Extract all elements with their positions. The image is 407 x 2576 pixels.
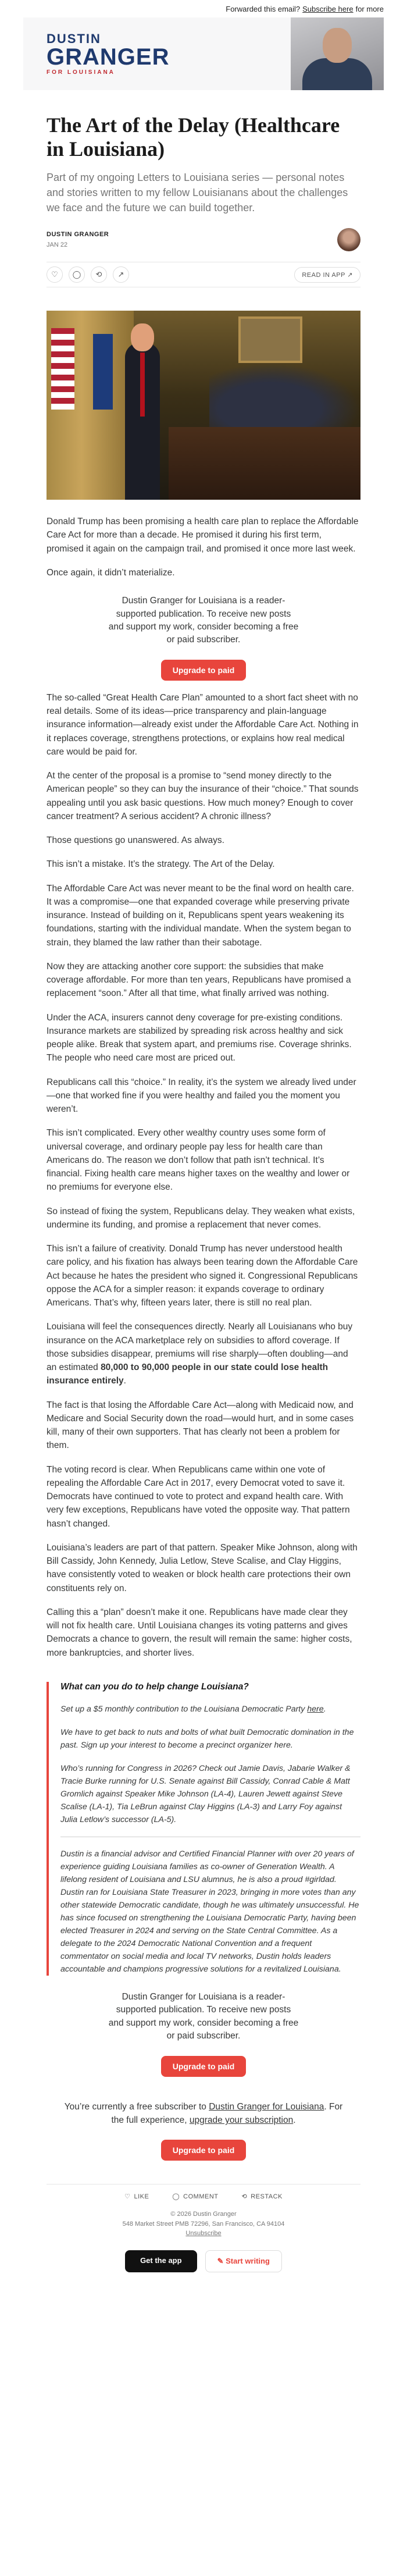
pen-icon: ✎ bbox=[217, 2256, 226, 2265]
postal-address: 548 Market Street PMB 72296, San Francisco, CA 94104 bbox=[122, 2220, 285, 2228]
restack-label: RESTACK bbox=[251, 2193, 283, 2201]
logo-line1: DUSTIN bbox=[47, 31, 101, 46]
read-in-app-button[interactable]: READ IN APP ↗ bbox=[294, 267, 360, 283]
paragraph-text: . bbox=[123, 1376, 126, 1386]
free-upgrade-wrap bbox=[47, 2127, 360, 2161]
hero-man-tie bbox=[140, 353, 145, 417]
note-text: . bbox=[293, 2115, 296, 2126]
app-buttons bbox=[47, 2250, 360, 2272]
author-name[interactable]: DUSTIN GRANGER bbox=[47, 231, 109, 239]
hero-man-head bbox=[131, 323, 154, 351]
logo-line2: GRANGER bbox=[47, 44, 170, 70]
paragraph: Louisiana’s leaders are part of that pattern. Speaker Mike Johnson, along with Bill Cassidy, John Kennedy, Julia Letlow, Steve Scalise, and Clay Higgins, have consistently voted to weaken or block health care protections their own constituents rely on. bbox=[47, 1542, 358, 1593]
paragraph: Now they are attacking another core support: the subsidies that make coverage affordable. For more than ten years, Republicans have promised a replacement “soon.” After all that time, what finally arrived was nothing. bbox=[47, 961, 351, 999]
paragraph: The so-called “Great Health Care Plan” amounted to a short fact sheet with no real details. Some of its ideas—price transparency and plain-language insurance information—already exist under the Affordable Care Act. Nothing in it replaces coverage, strengthens protections, or explains how real medical care would be paid for. bbox=[47, 692, 359, 757]
call-to-action-box bbox=[47, 1682, 360, 1976]
callout-donate bbox=[60, 1703, 360, 1716]
upgrade-button[interactable]: Upgrade to paid bbox=[161, 2056, 247, 2077]
callout-text: . bbox=[323, 1704, 326, 1714]
callout-question: What can you do to help change Louisiana? bbox=[60, 1681, 249, 1692]
free-subscriber-note bbox=[47, 2100, 360, 2127]
hero-flag-us bbox=[51, 328, 74, 410]
callout-organizer: We have to get back to nuts and bolts of what built Democratic domination in the past. Sign up your interest to become a precinct organizer here. bbox=[60, 1727, 354, 1750]
post-date: JAN 22 bbox=[47, 241, 68, 249]
paragraph: Those questions go unanswered. As always. bbox=[47, 835, 224, 846]
copyright: © 2026 Dustin Granger bbox=[170, 2211, 237, 2218]
comment-icon[interactable]: ◯ bbox=[69, 266, 85, 283]
for-more-text: for more bbox=[355, 4, 384, 13]
paragraph-text: Louisiana will feel the consequences directly. Nearly all Louisianans who buy insurance on the ACA marketplace rely on subsidies to afford coverage. If those subsidies disappear, premiums will rise sharply—often doubling—and an estimated bbox=[47, 1322, 353, 1373]
start-writing-label: Start writing bbox=[226, 2256, 270, 2265]
paragraph: At the center of the proposal is a promise to “send money directly to the American people” so they can buy the insurance of their “choice.” That sounds appealing until you ask basic questions. How much money? Enough to cover cancer treatment? A serious accident? A chronic illness? bbox=[47, 771, 359, 821]
comment-label: COMMENT bbox=[183, 2193, 219, 2201]
share-icon[interactable]: ↗ bbox=[113, 266, 129, 283]
get-app-button[interactable]: Get the app bbox=[125, 2250, 197, 2272]
paragraph: So instead of fixing the system, Republicans delay. They weaken what exists, undermine its funding, and promise a replacement that never comes. bbox=[47, 1206, 355, 1230]
paragraph: Donald Trump has been promising a health care plan to replace the Affordable Care Act for more than a decade. He promised it during his first term, promised it again on the campaign trail, and promised it once more last week. bbox=[47, 517, 359, 554]
hero-flag-blue bbox=[93, 334, 113, 410]
promo-text: Dustin Granger for Louisiana is a reader-supported publication. To receive new posts and support my work, consider becoming a free or paid subscriber. bbox=[108, 1991, 299, 2041]
forward-bar bbox=[0, 0, 407, 17]
footer-comment-button[interactable] bbox=[172, 2193, 218, 2200]
callout-candidates: Who’s running for Congress in 2026? Check out Jamie Davis, Jabarie Walker & Tracie Burke running for U.S. Senate against Bill Cassidy, Conrad Cable & Matt Gromlich against Speaker Mike Johnson (LA-4), Lauren Jewett against Steve Scalise (LA-1), Tia LeBrun against Clay Higgins (LA-3) and Larry Foy against Julia Letlow’s successor (LA-5). bbox=[60, 1763, 351, 1824]
byline bbox=[47, 228, 360, 251]
paragraph: The voting record is clear. When Republicans came within one vote of repealing the Affordable Care Act in 2017, every Democrat voted to save it. Democrats have continued to vote to protect and expand health care. With very few exceptions, Republicans have voted the opposite way. That pattern hasn’t changed. bbox=[47, 1464, 350, 1529]
comment-icon: ◯ bbox=[172, 2193, 180, 2201]
subscribe-promo-bottom bbox=[47, 1991, 360, 2077]
paragraph: This isn’t complicated. Every other wealthy country uses some form of universal coverage, and ordinary people pay less for health care than Americans do. The reason we don’t follow that path isn’t technical. It’s financial. Fixing health care means higher taxes on the wealthy and lower or no premiums for everyone else. bbox=[47, 1128, 350, 1193]
paragraph: This isn’t a mistake. It’s the strategy. The Art of the Delay. bbox=[47, 859, 275, 870]
banner-logo bbox=[47, 33, 169, 76]
restack-icon[interactable]: ⟲ bbox=[91, 266, 107, 283]
paragraph: Calling this a “plan” doesn’t make it one. Republicans have made clear they will not fix health care. Until Louisiana changes its voting patterns and gives Democrats a chance to govern, the result will remain the same: higher costs, more bankruptcies, and shorter lives. bbox=[47, 1607, 352, 1658]
post-subtitle: Part of my ongoing Letters to Louisiana series — personal notes and stories written to my fellow Louisianans about the challenges we face and the future we can build together. bbox=[47, 171, 348, 214]
paragraph-bold: 80,000 to 90,000 people in our state could lose health insurance entirely bbox=[47, 1362, 329, 1386]
footer-like-button[interactable] bbox=[124, 2193, 149, 2200]
footer-restack-button[interactable] bbox=[242, 2193, 283, 2200]
paragraph: Under the ACA, insurers cannot deny coverage for pre-existing conditions. Insurance markets are stabilized by spreading risk across healthy and sick people alike. Break that system apart, and premiums rise. Coverage shrinks. The people who need care most are priced out. bbox=[47, 1012, 352, 1063]
paragraph: This isn’t a failure of creativity. Donald Trump has never understood health care policy, and his fixation has always been tearing down the Affordable Care Act because he hates the president who signed it. Congressional Republicans oppose the ACA for a simpler reason: it expands coverage to ordinary Americans. That’s why, fifteen years later, there is still no real plan. bbox=[47, 1244, 358, 1308]
hero-painting bbox=[238, 316, 302, 363]
callout-text: Set up a $5 monthly contribution to the Louisiana Democratic Party bbox=[60, 1704, 308, 1714]
upgrade-button[interactable]: Upgrade to paid bbox=[161, 660, 247, 681]
paragraph: The fact is that losing the Affordable Care Act—along with Medicaid now, and Medicare and Social Security down the road—would hurt, and in some cases kill, many of their own supporters. That has clearly not been a problem for them. bbox=[47, 1400, 354, 1451]
upgrade-subscription-link[interactable]: upgrade your subscription bbox=[189, 2115, 294, 2126]
paragraph: The Affordable Care Act was never meant to be the final word on health care. It was a compromise—one that expanded coverage while preserving private insurance. Instead of building on it, Republicans spent years weakening its foundations, starting with the individual mandate. When the system began to strain, they blamed the law rather than their sabotage. bbox=[47, 883, 354, 948]
banner-photo-suit bbox=[302, 58, 372, 90]
paragraph bbox=[47, 1320, 360, 1387]
like-label: LIKE bbox=[134, 2193, 149, 2201]
heart-icon: ♡ bbox=[124, 2193, 131, 2201]
footer-actions bbox=[47, 2184, 360, 2200]
subscribe-link[interactable]: Subscribe here bbox=[302, 4, 354, 13]
like-icon[interactable]: ♡ bbox=[47, 266, 63, 283]
post-title[interactable]: The Art of the Delay (Healthcare in Louisiana) bbox=[47, 113, 340, 161]
footer-address bbox=[47, 2209, 360, 2239]
restack-icon: ⟲ bbox=[241, 2193, 248, 2201]
promo-text: Dustin Granger for Louisiana is a reader-supported publication. To receive new posts and support my work, consider becoming a free or paid subscriber. bbox=[108, 596, 299, 645]
start-writing-button[interactable] bbox=[205, 2250, 282, 2272]
logo-line3: FOR LOUISIANA bbox=[47, 69, 115, 76]
banner-photo-head bbox=[323, 28, 352, 63]
avatar[interactable] bbox=[337, 228, 360, 251]
upgrade-button[interactable]: Upgrade to paid bbox=[161, 2140, 247, 2161]
author-bio: Dustin is a financial advisor and Certified Financial Planner with over 20 years of experience guiding Louisiana families as co-owner of Generation Wealth. A lifelong resident of Louisiana and LSU alumnus, he is also a proud #girldad. Dustin ran for Louisiana State Treasurer in 2023, bringing in more votes than any other statewide Democratic candidate, though he was ultimately unsuccessful. He has since focused on strengthening the Louisiana Democratic Party, having been elected Treasurer in 2024 and serving on the State Central Committee. As a delegate to the 2024 Democratic National Convention and a frequent commentator on social media and local TV networks, Dustin holds leaders accountable and champions progressive solutions for a revitalized Louisiana. bbox=[60, 1849, 359, 1974]
paragraph: Once again, it didn’t materialize. bbox=[47, 567, 175, 578]
subscribe-promo bbox=[47, 595, 360, 681]
note-text: You’re currently a free subscriber to bbox=[64, 2101, 209, 2112]
banner-photo bbox=[291, 17, 384, 90]
hero-desk bbox=[169, 427, 360, 500]
hero-image[interactable] bbox=[47, 311, 360, 500]
action-bar bbox=[47, 262, 360, 287]
unsubscribe-link[interactable]: Unsubscribe bbox=[185, 2230, 222, 2237]
publication-link[interactable]: Dustin Granger for Louisiana bbox=[209, 2101, 324, 2112]
paragraph: Republicans call this “choice.” In reality, it’s the system we already lived under—one that worked fine if you were healthy and failed you the moment you weren’t. bbox=[47, 1077, 356, 1115]
header-banner bbox=[23, 17, 384, 90]
note-text: . For the full experience, bbox=[111, 2101, 343, 2126]
donate-link[interactable]: here bbox=[307, 1704, 324, 1714]
forwarded-text: Forwarded this email? bbox=[226, 4, 301, 13]
